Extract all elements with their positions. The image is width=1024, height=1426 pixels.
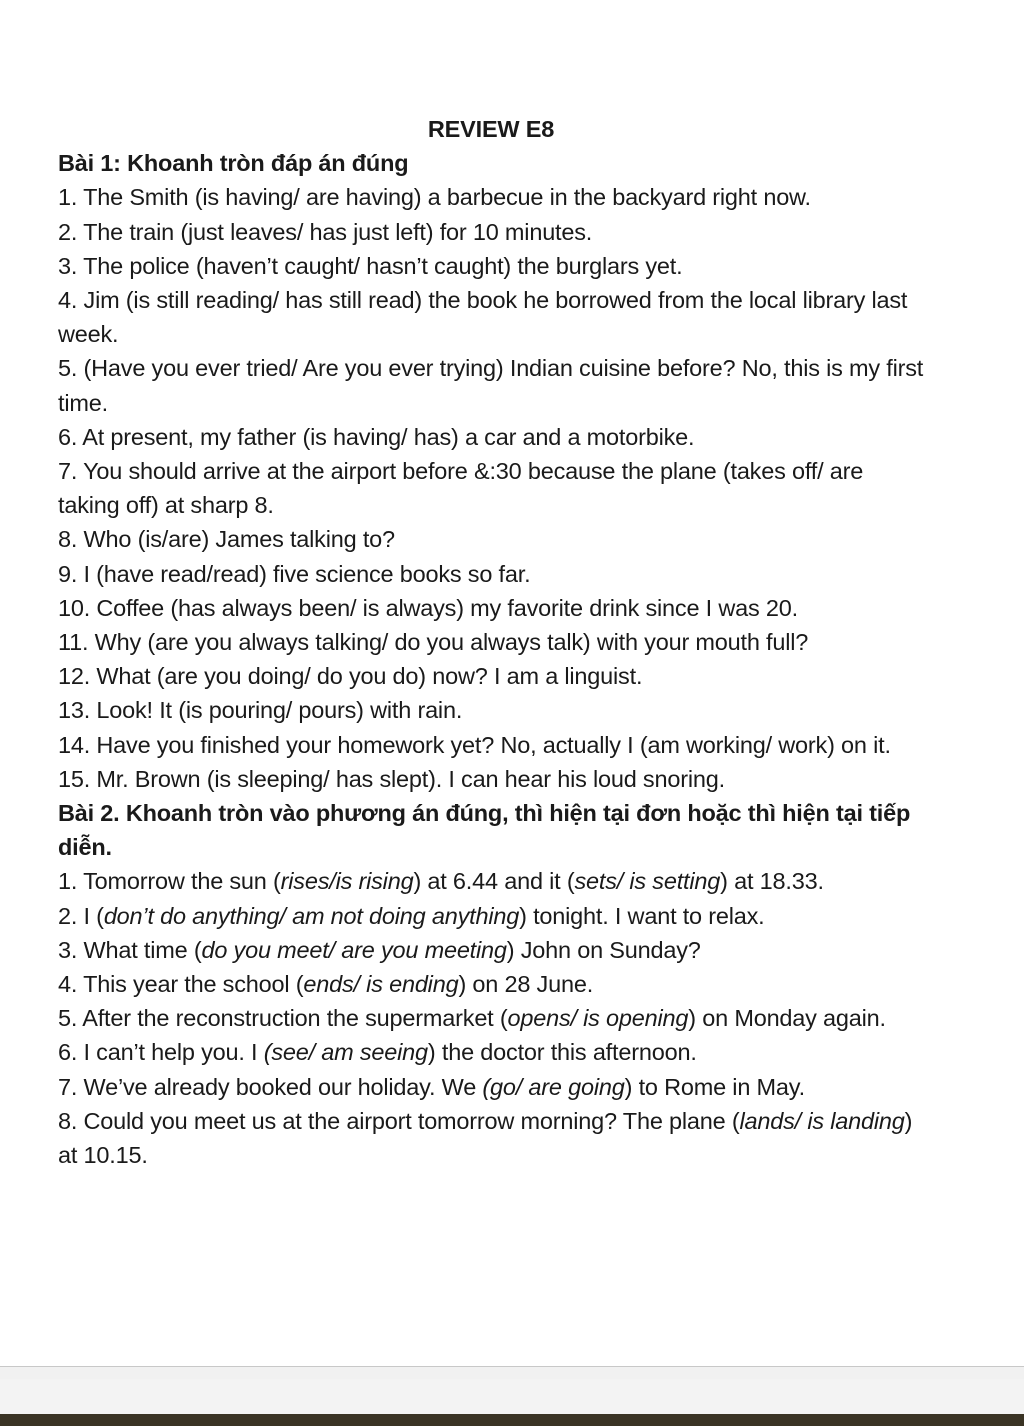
- item-text: ) at 6.44 and it (: [413, 868, 575, 895]
- item-text: ) to Rome in May.: [624, 1073, 805, 1100]
- exercise-1-item: 15. Mr. Brown (is sleeping/ has slept). I can hear his loud snoring.: [58, 765, 725, 792]
- exercise-2-item: [58, 1070, 928, 1104]
- exercise-1-item: 4. Jim (is still reading/ has still read) the book he borrowed from the local library last week.: [58, 287, 908, 348]
- exercise-1-item: 12. What (are you doing/ do you do) now? I am a linguist.: [58, 663, 643, 690]
- horizontal-scrollbar[interactable]: [0, 1366, 1024, 1380]
- item-options: sets/ is setting: [574, 868, 721, 895]
- document-body: [58, 112, 958, 1172]
- item-text: ) on 28 June.: [458, 971, 594, 998]
- exercise-1-item: 2. The train (just leaves/ has just left) for 10 minutes.: [58, 218, 593, 245]
- item-options: do you meet/ are you meeting: [201, 936, 507, 963]
- item-text: 8. Could you meet us at the airport tomorrow morning? The plane (: [58, 1107, 740, 1134]
- exercise-1-item: 7. You should arrive at the airport before &:30 because the plane (takes off/ are taking off) at sharp 8.: [58, 458, 864, 519]
- item-options: ends/ is ending: [303, 971, 459, 998]
- exercise-2-item: [58, 967, 928, 1001]
- item-text: 6. I can’t help you. I: [58, 1039, 264, 1066]
- item-options: rises/is rising: [280, 868, 414, 895]
- item-options: (see/ am seeing: [263, 1039, 428, 1066]
- item-text: 2. I (: [58, 902, 104, 929]
- item-text: ) John on Sunday?: [506, 936, 701, 963]
- item-text: ) at 18.33.: [720, 868, 824, 895]
- exercise-2-item: [58, 864, 928, 898]
- exercise-2-item: [58, 933, 928, 967]
- item-text: 4. This year the school (: [58, 971, 304, 998]
- exercise-1-item: 5. (Have you ever tried/ Are you ever trying) Indian cuisine before? No, this is my first time.: [58, 355, 924, 416]
- exercise-2-item: [58, 1104, 928, 1172]
- exercise-1-item: 14. Have you finished your homework yet? No, actually I (am working/ work) on it.: [58, 731, 891, 758]
- exercise-1-item: 6. At present, my father (is having/ has) a car and a motorbike.: [58, 423, 695, 450]
- exercise-1-item: 3. The police (haven’t caught/ hasn’t caught) the burglars yet.: [58, 252, 683, 279]
- section-2-heading: Bài 2. Khoanh tròn vào phương án đúng, thì hiện tại đơn hoặc thì hiện tại tiếp diễn.: [58, 800, 911, 861]
- window-footer: [0, 1379, 1024, 1414]
- item-options: (go/ are going: [482, 1073, 625, 1100]
- item-text: 7. We’ve already booked our holiday. We: [58, 1073, 483, 1100]
- item-text: 3. What time (: [58, 936, 202, 963]
- item-options: don’t do anything/ am not doing anything: [103, 902, 520, 929]
- item-options: opens/ is opening: [507, 1005, 689, 1032]
- exercise-1-item: 9. I (have read/read) five science books so far.: [58, 560, 531, 587]
- exercise-1-item: 13. Look! It (is pouring/ pours) with rain.: [58, 697, 463, 724]
- exercise-2-item: [58, 1001, 928, 1035]
- item-text: ) on Monday again.: [688, 1005, 886, 1032]
- item-text: 1. Tomorrow the sun (: [58, 868, 281, 895]
- exercise-1-item: 10. Coffee (has always been/ is always) my favorite drink since I was 20.: [58, 594, 798, 621]
- exercise-1-item: 11. Why (are you always talking/ do you always talk) with your mouth full?: [58, 629, 809, 656]
- exercise-2-item: [58, 1035, 928, 1069]
- item-text: 5. After the reconstruction the supermarket (: [58, 1005, 508, 1032]
- item-text: ) tonight. I want to relax.: [519, 902, 765, 929]
- item-text: ) the doctor this afternoon.: [427, 1039, 697, 1066]
- item-text: ) at 10.15.: [58, 1107, 913, 1169]
- document-title: REVIEW E8: [427, 116, 555, 142]
- exercise-2-item: [58, 899, 928, 933]
- taskbar-strip: [0, 1414, 1024, 1426]
- exercise-1-item: 8. Who (is/are) James talking to?: [58, 526, 395, 553]
- section-1-heading: Bài 1: Khoanh tròn đáp án đúng: [58, 150, 409, 177]
- exercise-1-item: 1. The Smith (is having/ are having) a barbecue in the backyard right now.: [58, 184, 811, 211]
- item-options: lands/ is landing: [739, 1107, 905, 1134]
